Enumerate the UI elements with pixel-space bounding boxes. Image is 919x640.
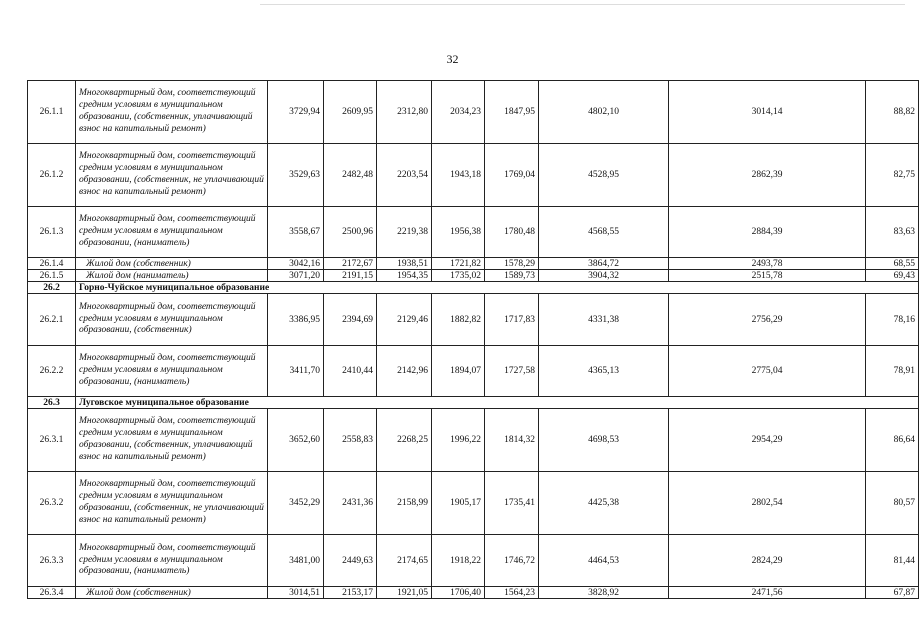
row-value-v6: 4365,13	[539, 346, 669, 397]
row-description: Жилой дом (наниматель)	[76, 270, 268, 282]
row-value-v2: 2558,83	[324, 409, 377, 472]
row-value-v5: 1564,23	[485, 587, 539, 599]
row-description: Жилой дом (собственник)	[76, 258, 268, 270]
row-code: 26.1.3	[28, 207, 76, 258]
section-row	[28, 282, 919, 294]
table-row	[28, 258, 919, 270]
row-code: 26.1.1	[28, 81, 76, 144]
row-value-v8: 83,63	[866, 207, 919, 258]
row-value-v4: 1943,18	[432, 144, 485, 207]
row-code: 26.2.1	[28, 294, 76, 346]
row-value-v1: 3452,29	[268, 472, 324, 535]
row-value-v2: 2482,48	[324, 144, 377, 207]
row-value-v3: 2158,99	[377, 472, 432, 535]
row-value-v4: 1706,40	[432, 587, 485, 599]
row-value-v7: 3014,14	[669, 81, 866, 144]
row-value-v7: 2884,39	[669, 207, 866, 258]
row-description: Многоквартирный дом, соответствующий средним условиям в муниципальном образовании, (собственник, не уплачивающий взнос на капитальный ремонт)	[76, 144, 268, 207]
row-value-v6: 4698,53	[539, 409, 669, 472]
row-value-v3: 2312,80	[377, 81, 432, 144]
row-value-v6: 4802,10	[539, 81, 669, 144]
row-value-v3: 1921,05	[377, 587, 432, 599]
row-value-v7: 2493,78	[669, 258, 866, 270]
row-value-v7: 2862,39	[669, 144, 866, 207]
row-value-v1: 3014,51	[268, 587, 324, 599]
row-value-v4: 1882,82	[432, 294, 485, 346]
row-value-v8: 78,16	[866, 294, 919, 346]
row-value-v5: 1589,73	[485, 270, 539, 282]
row-value-v5: 1814,32	[485, 409, 539, 472]
row-value-v8: 68,55	[866, 258, 919, 270]
table-row	[28, 207, 919, 258]
row-value-v1: 3652,60	[268, 409, 324, 472]
row-value-v3: 2142,96	[377, 346, 432, 397]
row-value-v8: 82,75	[866, 144, 919, 207]
scan-edge-line	[260, 4, 905, 5]
row-value-v3: 2203,54	[377, 144, 432, 207]
row-value-v2: 2410,44	[324, 346, 377, 397]
row-code: 26.3.4	[28, 587, 76, 599]
row-value-v4: 1918,22	[432, 535, 485, 587]
tariff-table	[27, 80, 919, 599]
row-description: Жилой дом (собственник)	[76, 587, 268, 599]
section-title: Горно-Чуйское муниципальное образование	[76, 282, 919, 294]
row-value-v1: 3558,67	[268, 207, 324, 258]
table-row	[28, 294, 919, 346]
row-value-v6: 3828,92	[539, 587, 669, 599]
row-value-v2: 2394,69	[324, 294, 377, 346]
row-value-v2: 2191,15	[324, 270, 377, 282]
row-value-v6: 4425,38	[539, 472, 669, 535]
row-value-v1: 3042,16	[268, 258, 324, 270]
table-row	[28, 270, 919, 282]
row-value-v8: 86,64	[866, 409, 919, 472]
row-value-v7: 2756,29	[669, 294, 866, 346]
row-value-v8: 69,43	[866, 270, 919, 282]
row-code: 26.2.2	[28, 346, 76, 397]
table-row	[28, 409, 919, 472]
row-value-v2: 2500,96	[324, 207, 377, 258]
row-value-v5: 1578,29	[485, 258, 539, 270]
row-value-v5: 1769,04	[485, 144, 539, 207]
row-value-v1: 3529,63	[268, 144, 324, 207]
row-description: Многоквартирный дом, соответствующий средним условиям в муниципальном образовании, (собственник)	[76, 294, 268, 346]
row-description: Многоквартирный дом, соответствующий средним условиям в муниципальном образовании, (собственник, не уплачивающий взнос на капитальный ремонт)	[76, 472, 268, 535]
row-value-v1: 3481,00	[268, 535, 324, 587]
section-row	[28, 397, 919, 409]
table-row	[28, 535, 919, 587]
row-value-v6: 4568,55	[539, 207, 669, 258]
row-value-v3: 1954,35	[377, 270, 432, 282]
row-code: 26.1.5	[28, 270, 76, 282]
row-value-v3: 1938,51	[377, 258, 432, 270]
row-value-v6: 3904,32	[539, 270, 669, 282]
row-value-v2: 2449,63	[324, 535, 377, 587]
row-value-v8: 81,44	[866, 535, 919, 587]
row-value-v6: 3864,72	[539, 258, 669, 270]
row-value-v2: 2431,36	[324, 472, 377, 535]
row-value-v4: 2034,23	[432, 81, 485, 144]
table-row	[28, 346, 919, 397]
row-code: 26.1.2	[28, 144, 76, 207]
row-value-v7: 2802,54	[669, 472, 866, 535]
row-value-v5: 1746,72	[485, 535, 539, 587]
row-value-v1: 3386,95	[268, 294, 324, 346]
row-description: Многоквартирный дом, соответствующий средним условиям в муниципальном образовании, (собственник, уплачивающий взнос на капитальный ремонт)	[76, 409, 268, 472]
table-body	[28, 81, 919, 599]
row-value-v5: 1727,58	[485, 346, 539, 397]
section-title: Луговское муниципальное образование	[76, 397, 919, 409]
row-value-v3: 2129,46	[377, 294, 432, 346]
section-code: 26.3	[28, 397, 76, 409]
row-value-v8: 88,82	[866, 81, 919, 144]
row-value-v5: 1847,95	[485, 81, 539, 144]
row-value-v8: 80,57	[866, 472, 919, 535]
row-description: Многоквартирный дом, соответствующий средним условиям в муниципальном образовании, (наниматель)	[76, 346, 268, 397]
row-value-v7: 2954,29	[669, 409, 866, 472]
row-value-v3: 2268,25	[377, 409, 432, 472]
row-value-v6: 4331,38	[539, 294, 669, 346]
row-value-v4: 1735,02	[432, 270, 485, 282]
row-value-v5: 1780,48	[485, 207, 539, 258]
row-code: 26.3.3	[28, 535, 76, 587]
row-description: Многоквартирный дом, соответствующий средним условиям в муниципальном образовании, (наниматель)	[76, 535, 268, 587]
row-value-v1: 3071,20	[268, 270, 324, 282]
row-value-v4: 1996,22	[432, 409, 485, 472]
row-value-v5: 1735,41	[485, 472, 539, 535]
table-row	[28, 144, 919, 207]
row-value-v2: 2153,17	[324, 587, 377, 599]
row-value-v7: 2471,56	[669, 587, 866, 599]
row-value-v8: 78,91	[866, 346, 919, 397]
row-value-v4: 1956,38	[432, 207, 485, 258]
row-value-v6: 4464,53	[539, 535, 669, 587]
row-value-v7: 2824,29	[669, 535, 866, 587]
row-value-v4: 1721,82	[432, 258, 485, 270]
row-value-v1: 3729,94	[268, 81, 324, 144]
row-value-v6: 4528,95	[539, 144, 669, 207]
table-row	[28, 81, 919, 144]
section-code: 26.2	[28, 282, 76, 294]
row-value-v3: 2174,65	[377, 535, 432, 587]
row-code: 26.3.2	[28, 472, 76, 535]
row-code: 26.1.4	[28, 258, 76, 270]
row-description: Многоквартирный дом, соответствующий средним условиям в муниципальном образовании, (собственник, уплачивающий взнос на капитальный ремонт)	[76, 81, 268, 144]
row-value-v3: 2219,38	[377, 207, 432, 258]
page-number: 32	[446, 52, 459, 66]
row-value-v4: 1905,17	[432, 472, 485, 535]
row-value-v5: 1717,83	[485, 294, 539, 346]
table-row	[28, 472, 919, 535]
row-value-v2: 2609,95	[324, 81, 377, 144]
row-code: 26.3.1	[28, 409, 76, 472]
table-row	[28, 587, 919, 599]
row-value-v7: 2775,04	[669, 346, 866, 397]
row-value-v8: 67,87	[866, 587, 919, 599]
row-value-v4: 1894,07	[432, 346, 485, 397]
row-value-v7: 2515,78	[669, 270, 866, 282]
row-description: Многоквартирный дом, соответствующий средним условиям в муниципальном образовании, (наниматель)	[76, 207, 268, 258]
row-value-v1: 3411,70	[268, 346, 324, 397]
row-value-v2: 2172,67	[324, 258, 377, 270]
